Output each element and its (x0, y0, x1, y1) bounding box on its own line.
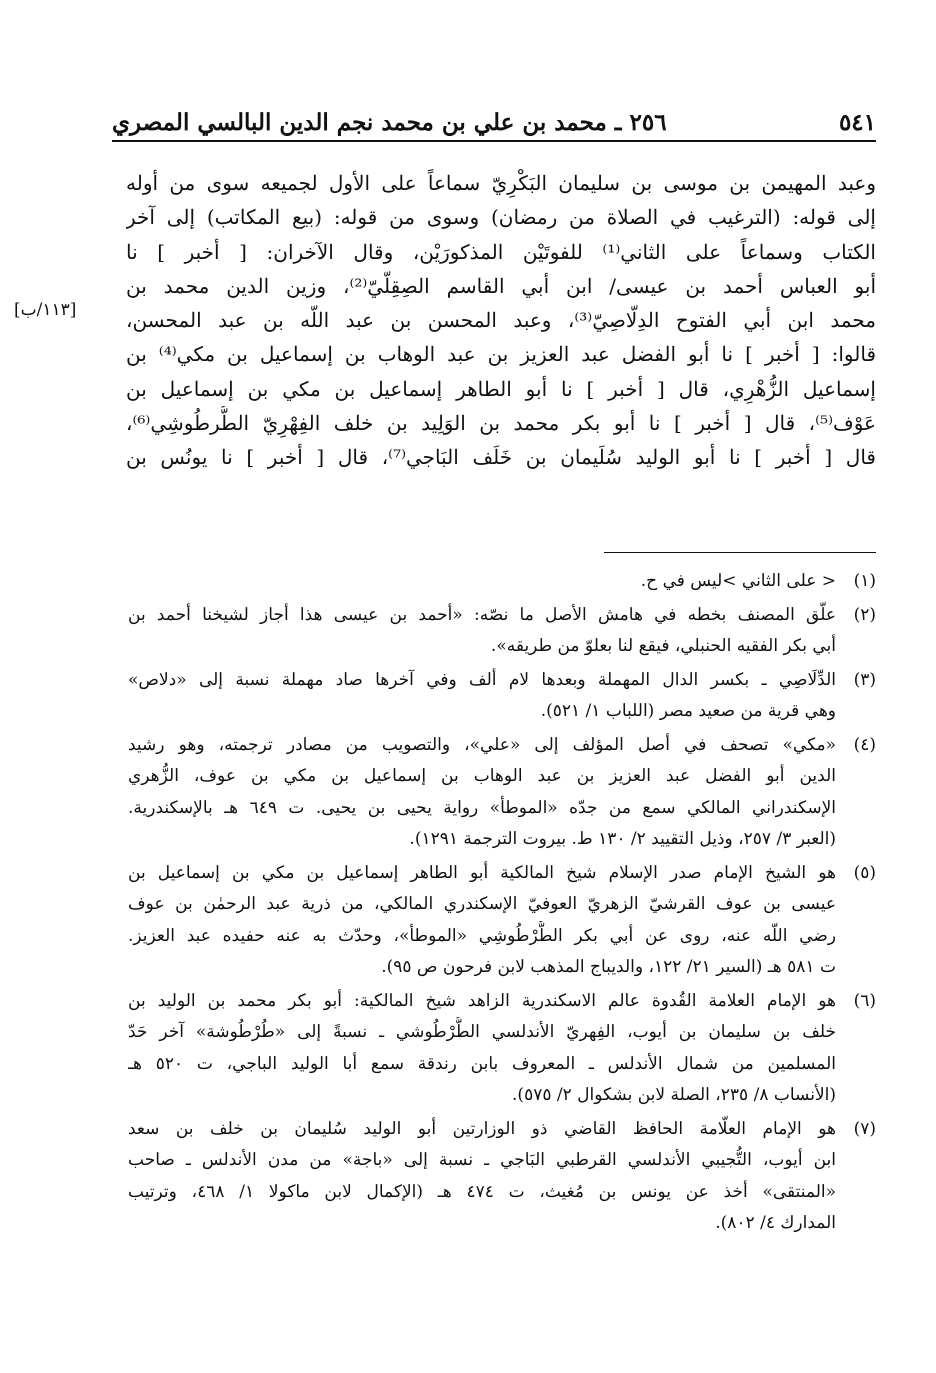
footnote-number: (١) (853, 571, 876, 591)
text-line: إسماعيل الزُّهْرِي، قال [ أخبر ] نا أبو الطاهر إسماعيل بن مكي بن إسماعيل بن (126, 376, 876, 401)
page-number: ٥٤١ (838, 109, 876, 136)
footnote-line: ت ٥٨١ هـ (السير ٢١/ ١٢٢، والديباج المذهب لابن فرحون ص ٩٥). (381, 957, 836, 977)
header-divider (112, 140, 876, 142)
footnote-number: (٤) (853, 734, 876, 755)
footnote-line: المسلمين من شمال الأندلس ـ المعروف بابن رندقة سمع أبا الوليد الباجي، ت ٥٢٠ هـ (128, 1053, 836, 1074)
text-line: محمد ابن أبي الفتوح الدِلّاصِيّ⁽³⁾، وعبد المحسن بن عبد اللّه بن عبد المحسن، (126, 308, 876, 333)
footnote (128, 566, 876, 598)
footnote-line: < على الثاني >ليس في ح. (640, 571, 836, 591)
footnote-line: الدين أبو الفضل عبد العزيز بن عبد الوهاب بن إسماعيل بن مكي بن عوف، الزُّهري (128, 766, 836, 786)
footnote-line: الإسكندراني المالكي سمع من جدّه «الموطأ» رواية يحيى بن يحيى. ت ٦٤٩ هـ بالإسكندرية. (128, 797, 836, 818)
footnote-line: هو الشيخ الإمام صدر الإسلام شيخ المالكية أبو الطاهر إسماعيل بن مكي بن إسماعيل بن (128, 862, 836, 883)
footnote-divider (604, 552, 876, 553)
text-line: قالوا: [ أخبر ] نا أبو الفضل عبد العزيز بن عبد الوهاب بن إسماعيل بن مكي⁽⁴⁾ بن (126, 342, 876, 367)
text-line: الكتاب وسماعاً على الثاني⁽¹⁾ للفوتَيْن المذكورَيْن، وقال الآخران: [ أخبر ] نا (126, 239, 876, 264)
footnote (128, 1114, 876, 1240)
footnote-line: أبي بكر الفقيه الحنبلي، فيقع لنا بعلوّ من طريقه». (490, 636, 836, 656)
footnote-line: (الأنساب ٨/ ٢٣٥، الصلة لابن بشكوال ٢/ ٥٧٥). (512, 1085, 836, 1105)
footnote-line: وهي قرية من صعيد مصر (اللباب ١/ ٥٢١). (540, 701, 836, 721)
footnote-number: (٢) (853, 604, 876, 625)
footnote-line: خلف بن سليمان بن أيوب، الفِهريّ الأندلسي الطُّرْطُوشي ـ نسبةً إلى «طُرْطُوشة» آخر حَدّ (128, 1022, 836, 1042)
footnote-line: علّق المصنف بخطه في هامش الأصل ما نصّه: «أحمد بن عيسى هذا أجاز لشيخنا أحمد بن (128, 604, 836, 625)
footnote-line: المدارك ٤/ ٨٠٢). (715, 1213, 836, 1233)
footnote-number: (٧) (853, 1118, 876, 1139)
footnote-number: (٦) (853, 990, 876, 1011)
footnote-line: الدِّلَاصِي ـ بكسر الدال المهملة وبعدها لام ألف وفي آخرها صاد مهملة نسبة إلى «دلاص» (128, 669, 836, 690)
footnote-line: (العبر ٣/ ٢٥٧، وذيل التقييد ٢/ ١٣٠ ط. بيروت الترجمة ١٢٩١). (409, 829, 836, 849)
text-line: قال [ أخبر ] نا أبو الوليد سُلَيمان بن خَلَف البَاجي⁽⁷⁾، قال [ أخبر ] نا يونُس بن (126, 445, 876, 470)
footnote-line: هو الإمام العلامة القُدوة عالم الاسكندرية الزاهد شيخ المالكية: أبو بكر محمد بن الوليد بن (128, 990, 836, 1011)
text-line: عَوْف⁽⁵⁾، قال [ أخبر ] نا أبو بكر محمد بن الوَلِيد بن خلف الفِهْرِيّ الطُّرطُوشِي⁽⁶⁾، (126, 411, 876, 436)
text-line: إلى قوله: (الترغيب في الصلاة من رمضان) وسوى من قوله: (بيع المكاتب) إلى آخر (126, 205, 876, 230)
margin-folio-note: [١١٣/ب] (14, 300, 77, 320)
main-text (126, 166, 876, 475)
footnote-line: هو الإمام العلّامة الحافظ القاضي ذو الوزارتين أبو الوليد سُليمان بن خلف بن سعد (128, 1118, 836, 1139)
footnote-line: عيسى بن عوف القرشيّ الزهريّ العوفيّ الإسكندري المالكي، من ذرية عبد الرحمٰن بن عوف (128, 894, 836, 914)
footnote (128, 858, 876, 984)
footnote-line: ابن أيوب، التُّجيبي الأندلسي القرطبي البَاجي ـ نسبة إلى «باجة» من مدن الأندلس ـ صاحب (128, 1150, 836, 1170)
footnote-line: «مكي» تصحف في أصل المؤلف إلى «علي»، والتصويب من مصادر ترجمته، وهو رشيد (128, 734, 836, 755)
text-line: أبو العباس أحمد بن عيسى/ ابن أبي القاسم الصِقِلّيّ⁽²⁾، وزين الدين محمد بن (126, 273, 876, 298)
running-header (112, 90, 876, 136)
footnote (128, 665, 876, 728)
footnote (128, 986, 876, 1112)
footnotes (128, 566, 876, 1240)
footnote (128, 600, 876, 663)
text-line: وعبد المهيمن بن موسى بن سليمان البَكْرِيّ سماعاً على الأول لجميعه سوى من أوله (126, 171, 876, 195)
footnote-number: (٥) (853, 862, 876, 883)
footnote-line: «المنتقى» أخذ عن يونس بن مُغيث، ت ٤٧٤ هـ (الإكمال لابن ماكولا ١/ ٤٦٨، وترتيب (128, 1181, 836, 1202)
footnote (128, 730, 876, 856)
header-title: ٢٥٦ ـ محمد بن علي بن محمد نجم الدين البالسي المصري (112, 109, 667, 136)
footnote-line: رضي اللّه عنه، روى عن أبي بكر الطُّرْطُوشِي «الموطأ»، وحدّث به عنه حفيده عبد العزيز. (128, 925, 836, 946)
footnote-number: (٣) (853, 669, 876, 690)
